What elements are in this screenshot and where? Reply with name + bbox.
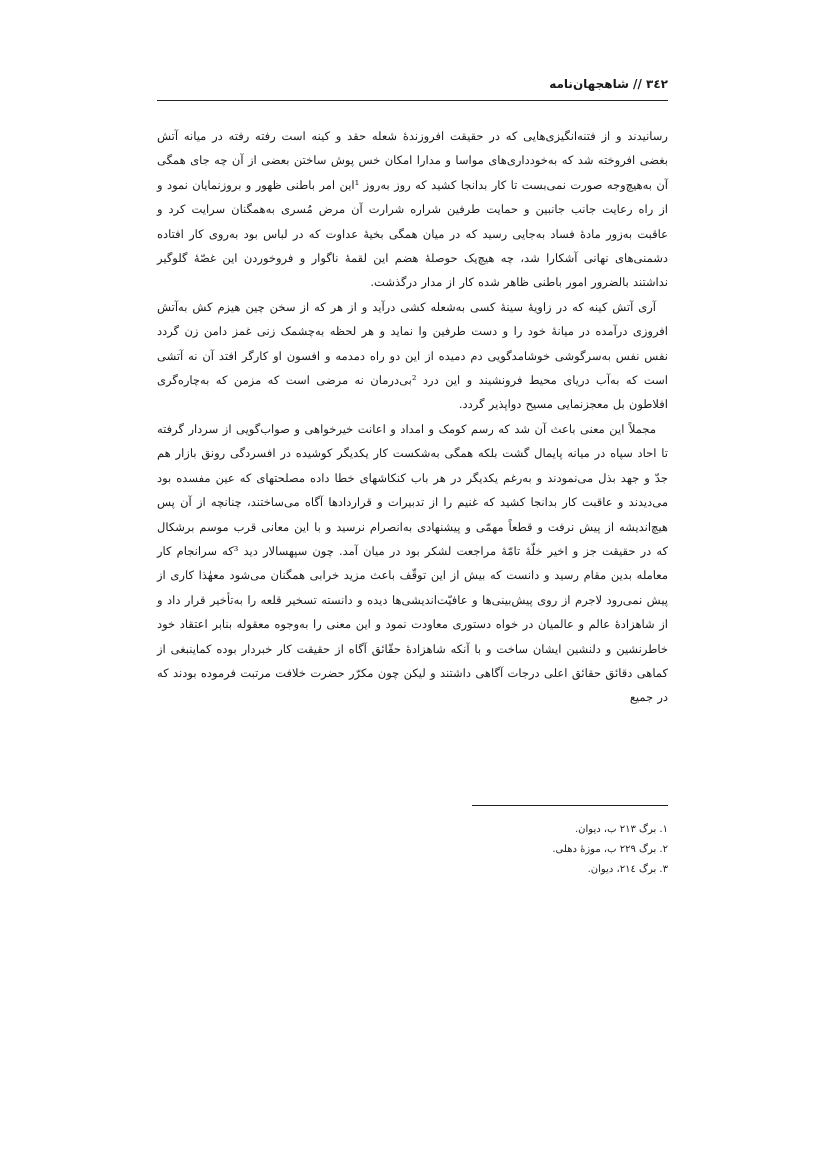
header-rule — [157, 100, 668, 101]
footnote-rule — [472, 805, 668, 806]
footnotes — [157, 820, 668, 880]
footnote-1: ١. برگ ٢١٣ ب، دیوان. — [575, 824, 668, 835]
paragraph-1: رسانیدند و از فتنه‌انگیزی‌هایی که در حقیقت افروزندهٔ شعله حقد و کینه است رفته رفته در میانه آتش بغضی افروخته شد که به‌خودداری‌های مواسا و مدارا امکان خس پوش ساختن بعضی از آن چه جای همگی آن به‌هیچ‌وجه صورت نمی‌بست تا کار بدانجا کشید که روز به‌روز ¹این امر باطنی ظهور و بروزنمایان نمود و از راه رعایت جانب جانبین و حمایت طرفین شراره شرارت آن مرض مُسری به‌همگنان سرایت کرد و عاقبت به‌زور مادهٔ فساد به‌جایی رسید که در میان همگی بخیهٔ عداوت که در لباس بود به‌روی کار افتاده دشمنی‌های نهانی آشکارا شد، چه هیچ‌یک حوصلهٔ هضم این لقمهٔ ناگوار و فروخوردن این غصّهٔ گلوگیر نداشتند بالضرور امور باطنی ظاهر شده کار از مدار درگذشت. — [157, 129, 669, 290]
footnote-3: ٣. برگ ٢١٤، دیوان. — [587, 864, 668, 875]
paragraph-3: مجملاً این معنی باعث آن شد که رسم کومک و امداد و اعانت خیرخواهی و صواب‌گویی از سردار گرفته تا احاد سپاه در میانه پایمال گشت بلکه همگی به‌شکست کار یکدیگر کوشیده در افسردگی رونق بازار هم جدّ و جهد بذل می‌نمودند و به‌رغم یکدیگر در هر باب کنکاشهای خطا داده مصلحتهای که عین مفسده بود می‌دیدند و عاقبت کار بدانجا کشید که غنیم را از تدبیرات و قراردادها آگاه می‌ساختند، چنانچه از آن پس هیچ‌اندیشه از پیش نرفت و قطعاً مهمّی و پیشنهادی به‌انصرام نرسید و با این معانی قرب موسم برشکال که در حقیقت جز و اخیر خلّهٔ تامّهٔ مراجعت لشکر بود در میان آمد. چون سپهسالار دید ³که سرانجام کار معامله بدین مقام رسید و دانست که بیش از این توقّف باعث مزید خرابی همگنان می‌شود معهٰذا کاری از پیش نمی‌رود لاجرم از روی پیش‌بینی‌ها و عافیّت‌اندیشی‌ها دیده و دانسته تسخیر قلعه را به‌تأخیر قرار داد و از شاهزادهٔ عالم و عالمیان در خواه دستوری معاودت نمود و این معنی را به‌وجوه معقوله بنابر اعتقاد خود خاطرنشین و دلنشین ایشان ساخت و با آنکه شاهزادهٔ حقّائق آگاه از حقیقت کار خبردار بوده کماینبغی از کماهی دقائق حقائق اعلی درجات آگاهی داشتند و لیکن چون مکرّر حضرت خلافت مرتبت فرموده بودند که در جمیع — [157, 421, 668, 705]
running-header: ٣٤٢ // شاهجهان‌نامه — [549, 77, 668, 91]
paragraph-2: آری آتش کینه که در زاویهٔ سینهٔ کسی به‌شعله کشی درآید و از هر که از سخن چین هیزم کش به‌آتش افروزی درآمده در میانهٔ خود را و دست طرفین وا نماید و هر لحظه به‌چشمک زنی غمز دامن زن گردد نفس نفس به‌سرگوشی خوشامدگویی دم دمیده از این دو راه دمدمه و افسون او کارگر افتد آن نه آتشی است که به‌آب دریای محیط فرونشیند و این درد ²بی‌درمان نه مرضی است که مزمن که به‌چاره‌گری افلاطون بل معجزنمایی مسیح دواپذیر گردد. — [157, 299, 668, 412]
footnote-2: ٢. برگ ٢٢٩ ب، موزهٔ دهلی. — [552, 844, 668, 855]
body-text — [157, 124, 668, 710]
